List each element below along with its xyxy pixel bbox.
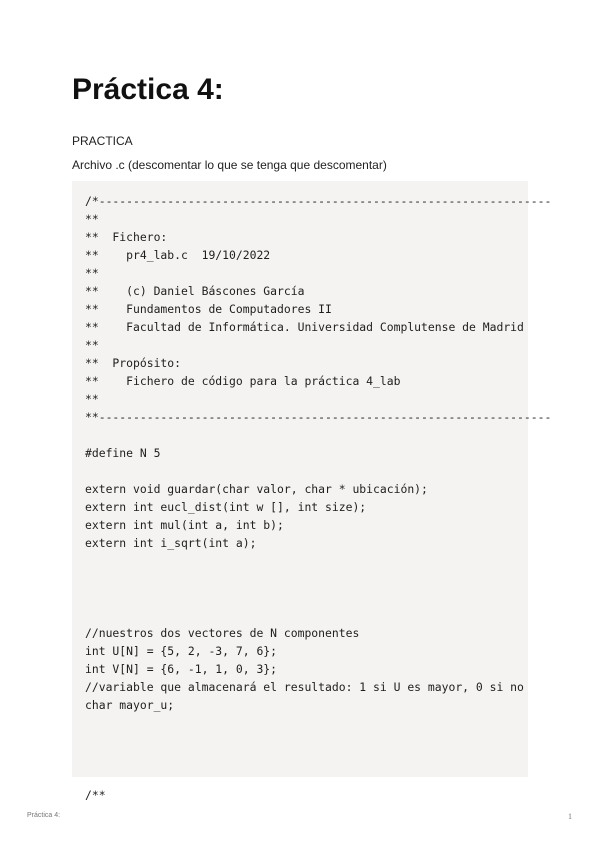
- code-line: //variable que almacenará el resultado: 1 si U es mayor, 0 si no: [85, 680, 524, 694]
- code-line: [85, 768, 551, 786]
- code-line: **------------------------------------------------------------------: [85, 410, 552, 424]
- code-line: //nuestros dos vectores de N componentes: [85, 626, 360, 640]
- code-line: ** pr4_lab.c 19/10/2022: [85, 248, 271, 262]
- code-line: [85, 714, 551, 732]
- code-line: [85, 426, 551, 444]
- code-line: [85, 606, 551, 624]
- page-title: Práctica 4:: [72, 73, 224, 106]
- code-line: int V[N] = {6, -1, 1, 0, 3};: [85, 662, 278, 676]
- code-line: extern void guardar(char valor, char * ubicación);: [85, 482, 428, 496]
- code-block: [72, 181, 552, 802]
- code-line: int U[N] = {5, 2, -3, 7, 6};: [85, 644, 278, 658]
- code-line: [85, 552, 551, 570]
- code-line: ** Fichero:: [85, 230, 168, 244]
- code-line: ** (c) Daniel Báscones García: [85, 284, 305, 298]
- code-line: /**: [85, 788, 106, 802]
- code-line: **: [85, 266, 99, 280]
- code-lines: [85, 192, 551, 804]
- code-line: extern int eucl_dist(int w [], int size);: [85, 500, 367, 514]
- footer-title: Práctica 4:: [27, 812, 61, 819]
- section-label: PRACTICA: [72, 134, 133, 148]
- code-line: **: [85, 338, 99, 352]
- code-line: **: [85, 212, 99, 226]
- code-line: [85, 732, 551, 750]
- code-line: ** Fundamentos de Computadores II: [85, 302, 332, 316]
- footer-page-number: 1: [568, 812, 572, 821]
- code-line: [85, 750, 551, 768]
- code-line: [85, 570, 551, 588]
- code-line: char mayor_u;: [85, 698, 175, 712]
- file-description: Archivo .c (descomentar lo que se tenga que descomentar): [72, 158, 387, 172]
- code-line: ** Propósito:: [85, 356, 182, 370]
- code-line: #define N 5: [85, 446, 161, 460]
- code-line: extern int i_sqrt(int a);: [85, 536, 257, 550]
- code-line: /*------------------------------------------------------------------: [85, 194, 552, 208]
- code-line: ** Facultad de Informática. Universidad Complutense de Madrid: [85, 320, 524, 334]
- code-line: **: [85, 392, 99, 406]
- code-line: ** Fichero de código para la práctica 4_lab: [85, 374, 401, 388]
- code-line: extern int mul(int a, int b);: [85, 518, 284, 532]
- code-line: [85, 462, 551, 480]
- code-line: [85, 588, 551, 606]
